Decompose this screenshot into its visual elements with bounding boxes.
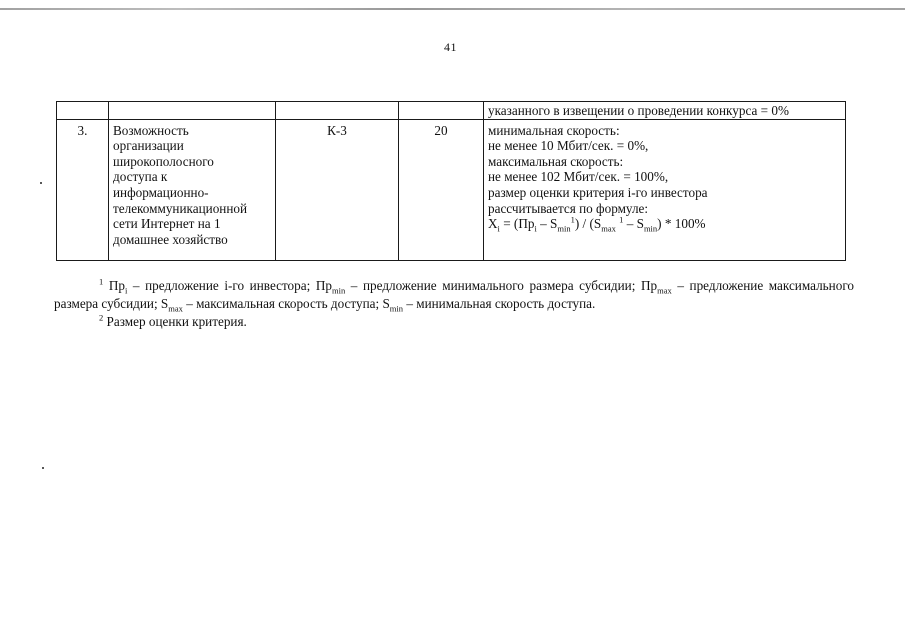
- cell-empty: [109, 102, 276, 120]
- criterion-line: телекоммуникационной: [113, 200, 248, 216]
- cell-empty: [399, 102, 484, 120]
- evaluation-line: максимальная скорость:: [488, 153, 624, 169]
- page-number: 41: [444, 40, 457, 54]
- criteria-table: [56, 101, 846, 261]
- footnote-2: $^2$ Размер оценки критерия.: [99, 312, 247, 329]
- criterion-line: Возможность: [113, 122, 189, 138]
- cell-row-number: 3.: [57, 119, 109, 260]
- scan-speck: [40, 182, 42, 184]
- footnotes: [54, 277, 854, 331]
- cell-criterion-code: К-3: [276, 119, 399, 260]
- criterion-line: информационно-: [113, 184, 209, 200]
- criterion-line: сети Интернет на 1: [113, 216, 221, 232]
- scan-top-edge: [0, 8, 905, 10]
- table-row-continuation: [57, 102, 846, 120]
- cell-empty: [276, 102, 399, 120]
- evaluation-line: минимальная скорость:: [488, 122, 620, 138]
- cell-evaluation: [484, 119, 846, 260]
- cell-empty: [57, 102, 109, 120]
- criterion-line: домашнее хозяйство: [113, 231, 228, 247]
- cell-continuation-text: указанного в извещении о проведении конкурса = 0%: [484, 102, 846, 120]
- scan-speck: [42, 467, 44, 469]
- footnote-1: $^1$ $Пр_i$ – предложение i-го инвестора; $Пр_{min}$ – предложение минимального размера субсидии; $Пр_{max}$ – предложение максимального размера субсидии; $S_{max}$ – максимальная скорость доступа; $S_{min}$ – минимальная скорость доступа.: [54, 276, 855, 314]
- criterion-line: широкополосного: [113, 153, 214, 169]
- evaluation-line: не менее 102 Мбит/сек. = 100%,: [488, 169, 669, 185]
- evaluation-line: не менее 10 Мбит/сек. = 0%,: [488, 138, 649, 154]
- criterion-line: организации: [113, 138, 184, 154]
- evaluation-line: размер оценки критерия i-го инвестора: [488, 184, 708, 200]
- cell-criterion: [109, 119, 276, 260]
- cell-weight: 20: [399, 119, 484, 260]
- criterion-line: доступа к: [113, 169, 168, 185]
- evaluation-line: рассчитывается по формуле:: [488, 200, 649, 216]
- table-row: [57, 119, 846, 260]
- formula: $X_i = (Пр_i - S_{min}^1) / (S_{max}$ $^1 - S_{min}) * 100\%$: [488, 214, 706, 234]
